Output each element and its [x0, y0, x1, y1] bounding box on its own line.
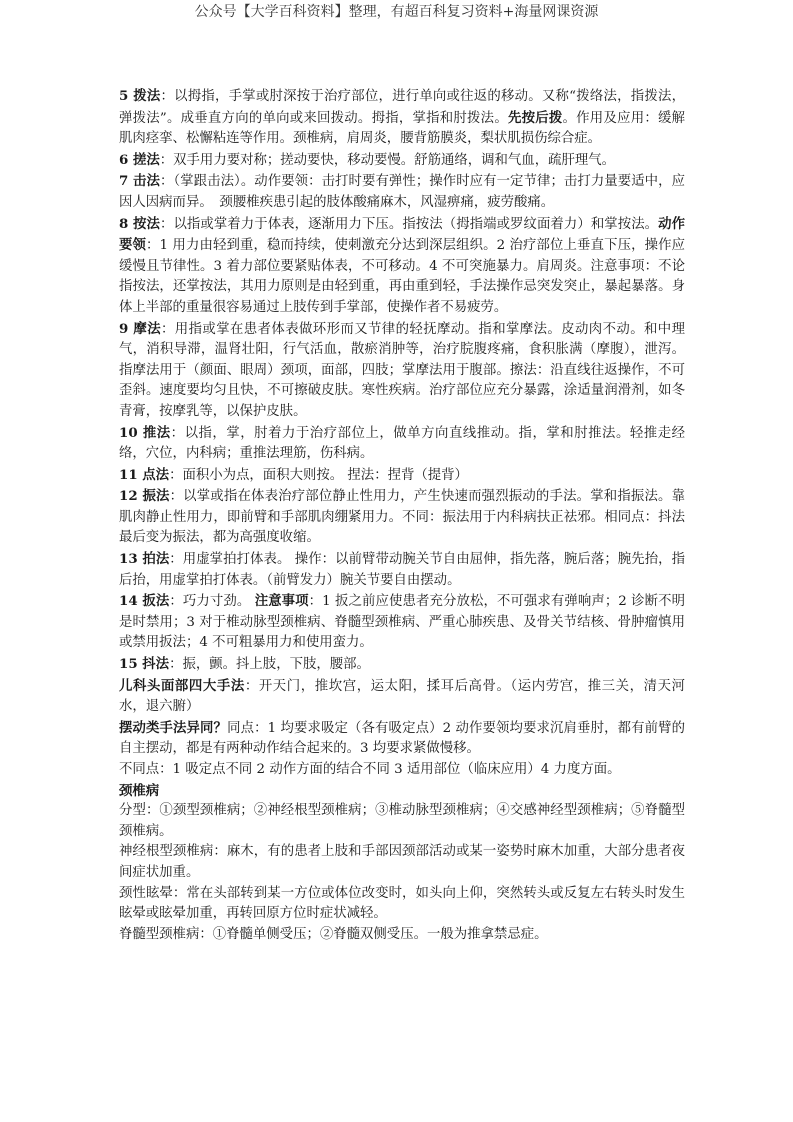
paragraph-zhen-fa: [119, 486, 685, 549]
paragraph-an-fa: [119, 214, 685, 319]
paragraph-text: ：巧力寸劲。: [169, 594, 255, 610]
paragraph-differences: [119, 760, 685, 781]
term-label: 10 推法: [119, 424, 171, 441]
paragraph-text: ：双手用力要对称；搓动要快，移动要慢。舒筋通络，调和气血，疏肝理气。: [159, 152, 616, 168]
section-heading-cervical: [119, 781, 685, 802]
paragraph-text: 脊髓型颈椎病：①脊髓单侧受压；②脊髓双侧受压。一般为推拿禁忌症。: [119, 926, 548, 942]
paragraph-vertigo: [119, 884, 685, 925]
term-label: 注意事项: [254, 593, 309, 610]
term-label: 5 拨法: [119, 88, 161, 104]
paragraph-text: 神经根型颈椎病：麻木，有的患者上肢和手部因颈部活动或某一姿势时麻木加重，大部分患者夜间症状加重。: [119, 844, 685, 880]
term-label: 动作要领: [119, 215, 686, 254]
paragraph-ban-fa: [119, 591, 685, 654]
term-label: 7 击法: [119, 173, 160, 190]
paragraph-bo-fa: [119, 86, 685, 150]
paragraph-text: ：以掌或指在体表治疗部位静止性用力，产生快速而强烈振动的手法。掌和指振法。靠肌肉静止性用力，即前臂和手部肌肉绷紧用力。不同：振法用于内科病扶正祛邪。相同点：抖法最后变为振法，都为高强度收缩。: [119, 489, 685, 546]
paragraph-text: ：振，颤。抖上肢，下肢，腰部。: [169, 657, 370, 673]
paragraph-dian-fa: [119, 465, 685, 487]
paragraph-text: 不同点：1 吸定点不同 2 动作方面的结合不同 3 适用部位（临床应用）4 力度方面。: [119, 762, 621, 777]
paragraph-text: 同点：1 均要求吸定（各有吸定点）2 动作要领均要求沉肩垂肘，都有前臂的自主摆动，都是有两种动作结合起来的。3 均要求紧做慢移。: [119, 720, 686, 757]
paragraph-text: 分型：①颈型颈椎病；②神经根型颈椎病；③椎动脉型颈椎病；④交感神经型颈椎病；⑤脊髓型颈椎病。: [119, 803, 685, 839]
paragraph-pediatric-methods: [119, 676, 685, 718]
paragraph-mo-fa: [119, 319, 685, 423]
paragraph-ji-fa: [119, 171, 685, 213]
paragraph-swing-methods: [119, 718, 685, 760]
paragraph-text: ：以拇指，手掌或肘深按于治疗部位，进行单向或往返的移动。又称“拨络法，指拨法，弹拨法”。成垂直方向的单向或来回拨动。拇指，掌指和肘拨法。: [119, 89, 686, 126]
paragraph-dou-fa: [119, 654, 685, 676]
paragraph-text: 颈性眩晕：常在头部转到某一方位或体位改变时，如头向上仰，突然转头或反复左右转头时发生眩晕或眩晕加重，再转回原方位时症状减轻。: [119, 885, 685, 922]
page-header: 公众号【大学百科资料】整理，有超百科复习资料+海量网课资源: [194, 4, 599, 20]
paragraph-text: ：以指或掌着力于体表，逐渐用力下压。指按法（拇指端或罗纹面着力）和掌按法。: [159, 216, 659, 232]
term-label: 儿科头面部四大手法: [119, 677, 245, 694]
paragraph-text: 。作用及应用：缓解肌肉痉挛、松懈粘连等作用。颈椎病，肩周炎，腰背筋膜炎，梨状肌损伤综合症。: [119, 110, 686, 147]
term-label: 11 点法: [119, 466, 170, 483]
paragraph-pai-fa: [119, 549, 685, 591]
paragraph-cuo-fa: [119, 150, 685, 172]
term-label: 15 抖法: [119, 656, 170, 673]
document-body: [119, 86, 685, 945]
paragraph-text: ：（掌跟击法）。动作要领：击打时要有弹性；操作时应有一定节律；击打力量要适中，应因人因病而异。 颈腰椎疾患引起的肢体酸痛麻木，风湿痹痛，疲劳酸痛。: [119, 174, 685, 210]
paragraph-text: ：开天门，推坎宫，运太阳，揉耳后高骨。（运内劳宫，推三关，清天河水，退六腑）: [119, 678, 685, 715]
term-label: 14 扳法: [119, 593, 170, 610]
paragraph-classification: [119, 801, 685, 842]
term-label: 13 拍法: [119, 551, 170, 568]
term-label: 12 振法: [119, 488, 170, 505]
term-label: 8 按法: [119, 215, 160, 232]
paragraph-text: ：以指，掌，肘着力于治疗部位上，做单方向直线推动。指，掌和肘推法。轻推走经络，穴位，内科病；重推法理筋，伤科病。: [119, 425, 686, 462]
paragraph-text: ：用虚掌拍打体表。 操作：以前臂带动腕关节自由屈伸，指先落，腕后落；腕先抬，指后抬，用虚掌拍打体表。（前臂发力）腕关节要自由摆动。: [119, 552, 686, 588]
paragraph-text: ：用指或掌在患者体表做环形而又节律的轻抚摩动。指和掌摩法。皮动肉不动。和中理气，消积导滞，温肾壮阳，行气活血，散瘀消肿等，治疗脘腹疼痛，食积胀满（摩腹），泄泻。指摩法用于（颜面、眼周）颈项，面部，四肢；掌摩法用于腹部。擦法：沿直线往返操作，不可歪斜。速度要均匀且快，不可擦破皮肤。寒性疾病。治疗部位应充分暴露，涂适量润滑剂，如冬青膏，按摩乳等，以保护皮肤。: [119, 321, 686, 419]
term-label: 6 搓法: [119, 151, 160, 168]
term-label: 摆动类手法异同？: [119, 719, 228, 736]
paragraph-nerve-root: [119, 842, 685, 883]
term-label: 9 摩法: [119, 320, 161, 337]
paragraph-text: ：面积小为点，面积大则按。 捏法：捏背（提背）: [169, 467, 468, 483]
section-title: 颈椎病: [119, 782, 160, 799]
paragraph-text: ：1 扳之前应使患者充分放松，不可强求有弹响声；2 诊断不明是时禁用；3 对于椎动脉型颈椎病、脊髓型颈椎病、严重心肺疾患、及骨关节结核、骨肿瘤慎用或禁用扳法；4 不可粗暴用力和使用蛮力。: [119, 594, 685, 651]
paragraph-tui-fa: [119, 423, 685, 465]
paragraph-myelopathy: [119, 925, 685, 946]
paragraph-text: ：1 用力由轻到重，稳而持续，使刺激充分达到深层组织。2 治疗部位上垂直下压，操作应缓慢且节律性。3 着力部位要紧贴体表，不可移动。4 不可突施暴力。肩周炎。注意事项：不论指按法，还掌按法，其用力原则是由轻到重，再由重到轻，手法操作忌突发突止，暴起暴落。身体上半部的重量很容易通过上肢传到手掌部，使操作者不易疲劳。: [119, 238, 686, 315]
term-label: 先按后拨: [507, 109, 563, 126]
